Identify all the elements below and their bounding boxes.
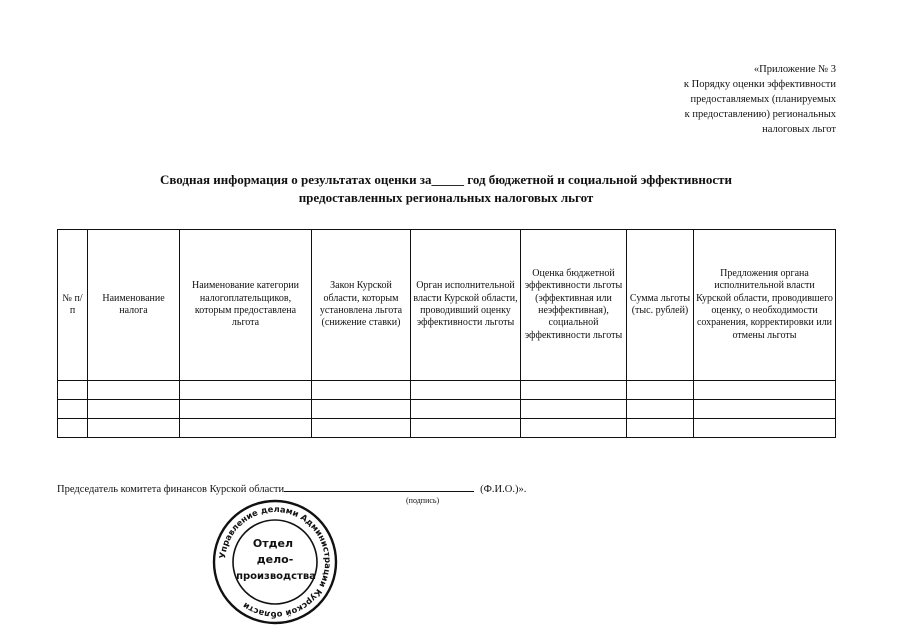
- appendix-line: к предоставлению) региональных: [684, 109, 836, 120]
- summary-table: [57, 229, 836, 438]
- appendix-line: налоговых льгот: [762, 124, 836, 135]
- table-cell: [521, 381, 627, 400]
- table-cell: [694, 419, 836, 438]
- table-cell: [521, 400, 627, 419]
- header-authority: Орган исполнительной власти Курской области, проводивший оценку эффективности льготы: [411, 230, 521, 381]
- appendix-line: к Порядку оценки эффективности: [683, 79, 836, 90]
- appendix-line: предоставляемых (планируемых: [690, 94, 836, 105]
- table-cell: [180, 419, 312, 438]
- document-title: [90, 171, 802, 207]
- signature-line: [57, 481, 526, 495]
- table-row: [58, 419, 836, 438]
- signature-suffix: (Ф.И.О.)».: [480, 484, 527, 495]
- stamp-line-2: дело-: [256, 553, 294, 566]
- signature-label: Председатель комитета финансов Курской области: [57, 484, 285, 495]
- table-cell: [694, 400, 836, 419]
- document-title-line-2: предоставленных региональных налоговых льгот: [298, 190, 594, 205]
- table-row: [58, 400, 836, 419]
- header-number: № п/п: [58, 230, 88, 381]
- appendix-block: [576, 62, 836, 137]
- signature-hint: (подпись): [406, 496, 440, 505]
- appendix-line: «Приложение № 3: [753, 64, 836, 75]
- table-cell: [180, 381, 312, 400]
- header-proposals: Предложения органа исполнительной власти Курской области, проводившего оценку, о необходимости сохранения, корректировки или отмены льготы: [694, 230, 836, 381]
- table-cell: [88, 381, 180, 400]
- table-cell: [411, 419, 521, 438]
- table-cell: [180, 400, 312, 419]
- stamp-seal: [210, 497, 340, 627]
- table-cell: [411, 381, 521, 400]
- header-taxpayer-category: Наименование категории налогоплательщиков, которым предоставлена льгота: [180, 230, 312, 381]
- table-cell: [411, 400, 521, 419]
- table-cell: [627, 400, 694, 419]
- table-row: [58, 381, 836, 400]
- table-cell: [627, 419, 694, 438]
- header-efficiency-assessment: Оценка бюджетной эффективности льготы (эффективная или неэффективная), социальной эффективности льготы: [521, 230, 627, 381]
- table-cell: [694, 381, 836, 400]
- header-amount: Сумма льготы (тыс. рублей): [627, 230, 694, 381]
- table-cell: [627, 381, 694, 400]
- stamp-line-3: производства: [236, 571, 316, 582]
- table-cell: [58, 400, 88, 419]
- header-tax-name: Наименование налога: [88, 230, 180, 381]
- table-cell: [88, 419, 180, 438]
- table-cell: [312, 381, 411, 400]
- table-cell: [312, 419, 411, 438]
- signature-blank: [284, 481, 474, 492]
- table-cell: [312, 400, 411, 419]
- table-cell: [88, 400, 180, 419]
- table-cell: [58, 419, 88, 438]
- table-cell: [521, 419, 627, 438]
- stamp-line-1: Отдел: [252, 537, 294, 550]
- stamp-outer-text: Управление делами Администрации Курской области: [217, 503, 334, 621]
- document-title-line-1: Сводная информация о результатах оценки за_____ год бюджетной и социальной эффективности: [159, 172, 733, 187]
- header-law: Закон Курской области, которым установлена льгота (снижение ставки): [312, 230, 411, 381]
- table-cell: [58, 381, 88, 400]
- table-header-row: [58, 230, 836, 381]
